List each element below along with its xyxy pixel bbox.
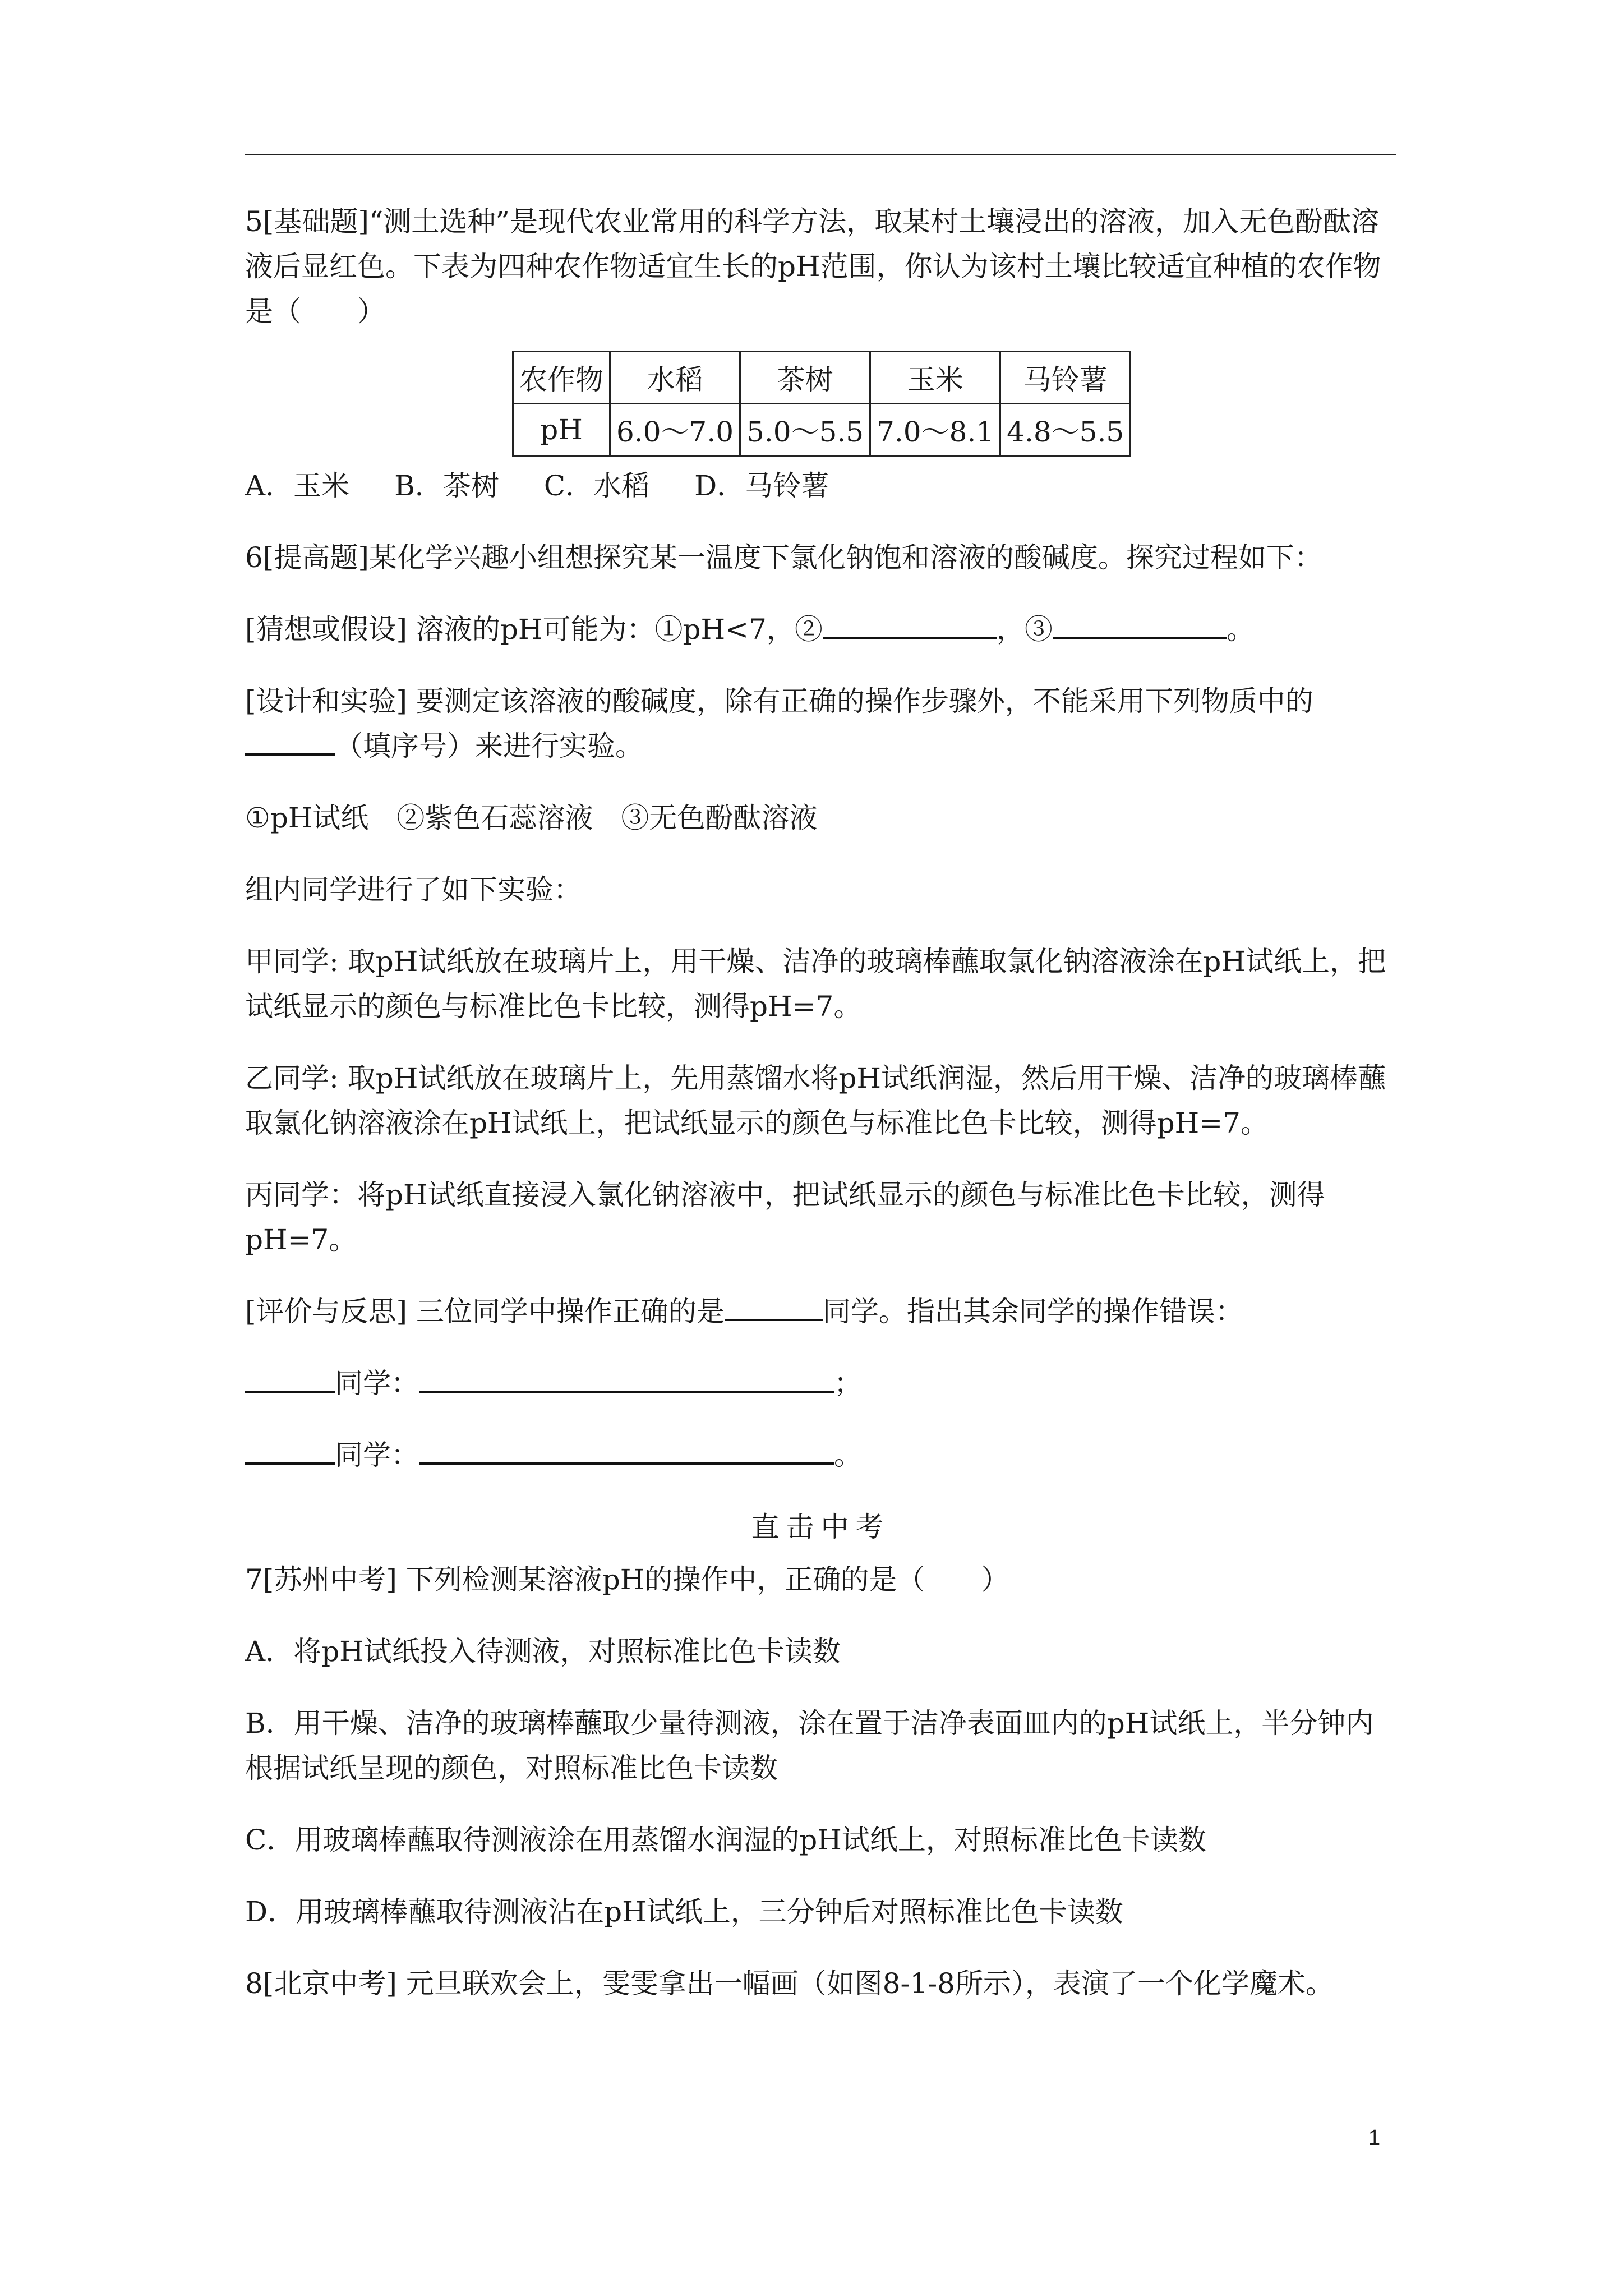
answer-blank[interactable] [725,1294,823,1321]
guess-end: 。 [1226,613,1255,646]
table-row [513,404,1131,456]
question-6-evaluation [245,1289,1396,1334]
table-cell: 马铃薯 [1000,352,1131,404]
guess-mid: ，③ [996,613,1053,646]
answer-blank[interactable] [419,1366,834,1393]
question-7-option-c: C．用玻璃棒蘸取待测液涂在用蒸馏水润湿的pH试纸上，对照标准比色卡读数 [245,1824,1206,1856]
option-a: A．玉米 [245,470,350,502]
crop-ph-table [512,351,1131,457]
question-6-group: 组内同学进行了如下实验： [245,873,582,906]
question-6-materials: ①pH试纸 ②紫色石蕊溶液 ③无色酚酞溶液 [245,802,818,834]
table-cell: 5.0～5.5 [740,404,870,456]
option-b: B．茶树 [394,470,499,502]
question-7-option-d: D．用玻璃棒蘸取待测液沾在pH试纸上，三分钟后对照标准比色卡读数 [245,1895,1123,1928]
table-cell: 农作物 [513,352,610,404]
table-cell: 7.0～8.1 [870,404,1000,456]
crop-ph-table-wrapper [245,351,1396,457]
student-bing-paragraph: 丙同学：将pH试纸直接浸入氯化钠溶液中，把试纸显示的颜色与标准比色卡比较，测得pH=7。 [245,1179,1325,1256]
answer-blank[interactable] [823,612,997,639]
question-7-stem: 7[苏州中考] 下列检测某溶液pH的操作中，正确的是（ ） [245,1563,1009,1596]
design-cont: （填序号）来进行实验。 [335,730,643,762]
header-rule [245,154,1396,155]
error-line-1 [245,1361,1396,1406]
answer-blank[interactable] [1053,612,1227,639]
answer-blank[interactable] [419,1438,834,1465]
line-end: ； [834,1367,862,1400]
answer-blank[interactable] [245,729,335,756]
question-7-option-b: B．用干燥、洁净的玻璃棒蘸取少量待测液，涂在置于洁净表面皿内的pH试纸上，半分钟内根据试纸呈现的颜色，对照标准比色卡读数 [245,1707,1374,1784]
option-d: D．马铃薯 [694,470,829,502]
table-cell: 玉米 [870,352,1000,404]
eval-suffix: 同学。指出其余同学的操作错误： [822,1295,1243,1328]
question-7-option-a: A．将pH试纸投入待测液，对照标准比色卡读数 [245,1635,841,1668]
question-8-stem: 8[北京中考] 元旦联欢会上，雯雯拿出一幅画（如图8-1-8所示），表演了一个化学魔术。 [245,1967,1334,2000]
student-label: 同学： [335,1439,419,1471]
question-5-options [245,463,1396,508]
table-cell: 茶树 [740,352,870,404]
student-jia-paragraph: 甲同学: 取pH试纸放在玻璃片上，用干燥、洁净的玻璃棒蘸取氯化钠溶液涂在pH试纸上，把试纸显示的颜色与标准比色卡比较，测得pH=7。 [245,945,1386,1023]
error-line-2 [245,1433,1396,1478]
section-title: 直击中考 [751,1511,891,1543]
guess-prefix: [猜想或假设] 溶液的pH可能为：①pH<7，② [245,613,823,646]
option-c: C．水稻 [543,470,650,502]
line-end: 。 [834,1439,862,1471]
table-cell: pH [513,404,610,456]
question-6-intro: 6[提高题]某化学兴趣小组想探究某一温度下氯化钠饱和溶液的酸碱度。探究过程如下： [245,541,1322,574]
question-6-design [245,679,1396,769]
eval-prefix: [评价与反思] 三位同学中操作正确的是 [245,1295,725,1328]
page-number: 1 [1368,2126,1381,2150]
answer-blank[interactable] [245,1366,335,1393]
question-6-guess [245,607,1396,652]
page-content [245,199,1396,2033]
answer-blank[interactable] [245,1438,335,1465]
table-cell: 6.0～7.0 [610,404,740,456]
student-yi-paragraph: 乙同学: 取pH试纸放在玻璃片上，先用蒸馏水将pH试纸润湿，然后用干燥、洁净的玻璃棒蘸取氯化钠溶液涂在pH试纸上，把试纸显示的颜色与标准比色卡比较，测得pH=7。 [245,1062,1386,1139]
table-cell: 4.8～5.5 [1000,404,1131,456]
table-header-row [513,352,1131,404]
table-cell: 水稻 [610,352,740,404]
design-line: [设计和实验] 要测定该溶液的酸碱度，除有正确的操作步骤外，不能采用下列物质中的 [245,685,1313,717]
question-5-text: 5[基础题]“测土选种”是现代农业常用的科学方法，取某村土壤浸出的溶液，加入无色酚酞溶液后显红色。下表为四种农作物适宜生长的pH范围，你认为该村土壤比较适宜种植的农作物是（ ） [245,205,1381,328]
student-label: 同学： [335,1367,419,1400]
